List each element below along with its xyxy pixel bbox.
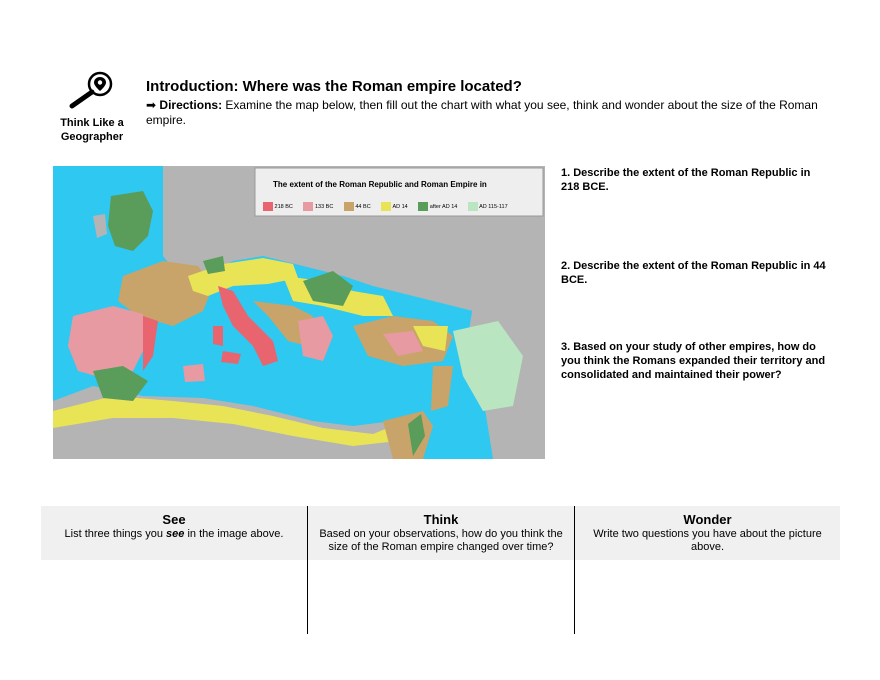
question-3: 3. Based on your study of other empires, how do you think the Romans expanded their territory and consolidated and maintained their power? bbox=[561, 341, 826, 381]
legend-swatch bbox=[381, 202, 391, 211]
directions-label: Directions: bbox=[159, 98, 223, 112]
see-title: See bbox=[162, 512, 186, 527]
think-column bbox=[308, 506, 574, 634]
think-like-geographer-badge: Think Like a Geographer bbox=[60, 117, 124, 143]
think-instructions: Based on your observations, how do you think the size of the Roman empire changed over time? bbox=[319, 528, 563, 553]
legend-after-ad14: after AD 14 bbox=[429, 203, 458, 210]
legend-ad14: AD 14 bbox=[392, 203, 408, 210]
legend-swatch bbox=[344, 202, 354, 211]
legend-swatch bbox=[418, 202, 428, 211]
see-instructions: List three things you see in the image above. bbox=[64, 528, 284, 540]
magnifier-location-icon bbox=[66, 70, 118, 110]
legend-133bc: 133 BC bbox=[314, 203, 334, 210]
question-2: 2. Describe the extent of the Roman Republic in 44 BCE. bbox=[561, 260, 826, 286]
wonder-instructions: Write two questions you have about the picture above. bbox=[593, 528, 822, 553]
roman-empire-map bbox=[53, 166, 545, 459]
page-title: Introduction: Where was the Roman empire located? bbox=[146, 78, 522, 95]
see-column bbox=[41, 506, 307, 634]
legend-swatch bbox=[263, 202, 273, 211]
directions-text: Examine the map below, then fill out the chart with what you see, think and wonder about the size of the Roman empire. bbox=[146, 98, 818, 127]
question-1: 1. Describe the extent of the Roman Republic in 218 BCE. bbox=[561, 167, 811, 193]
right-arrow-icon: ➡ bbox=[146, 98, 157, 112]
legend-swatch bbox=[468, 202, 478, 211]
wonder-title: Wonder bbox=[683, 512, 732, 527]
think-title: Think bbox=[423, 512, 459, 527]
see-think-wonder-chart bbox=[41, 506, 840, 634]
wonder-column bbox=[575, 506, 840, 634]
legend-swatch bbox=[303, 202, 313, 211]
legend-44bc: 44 BC bbox=[355, 203, 371, 210]
legend-ad115: AD 115-117 bbox=[479, 203, 508, 210]
map-legend bbox=[263, 202, 508, 211]
directions bbox=[146, 98, 826, 128]
legend-218bc: 218 BC bbox=[274, 203, 293, 210]
map-title: The extent of the Roman Republic and Roman Empire in bbox=[273, 180, 487, 189]
